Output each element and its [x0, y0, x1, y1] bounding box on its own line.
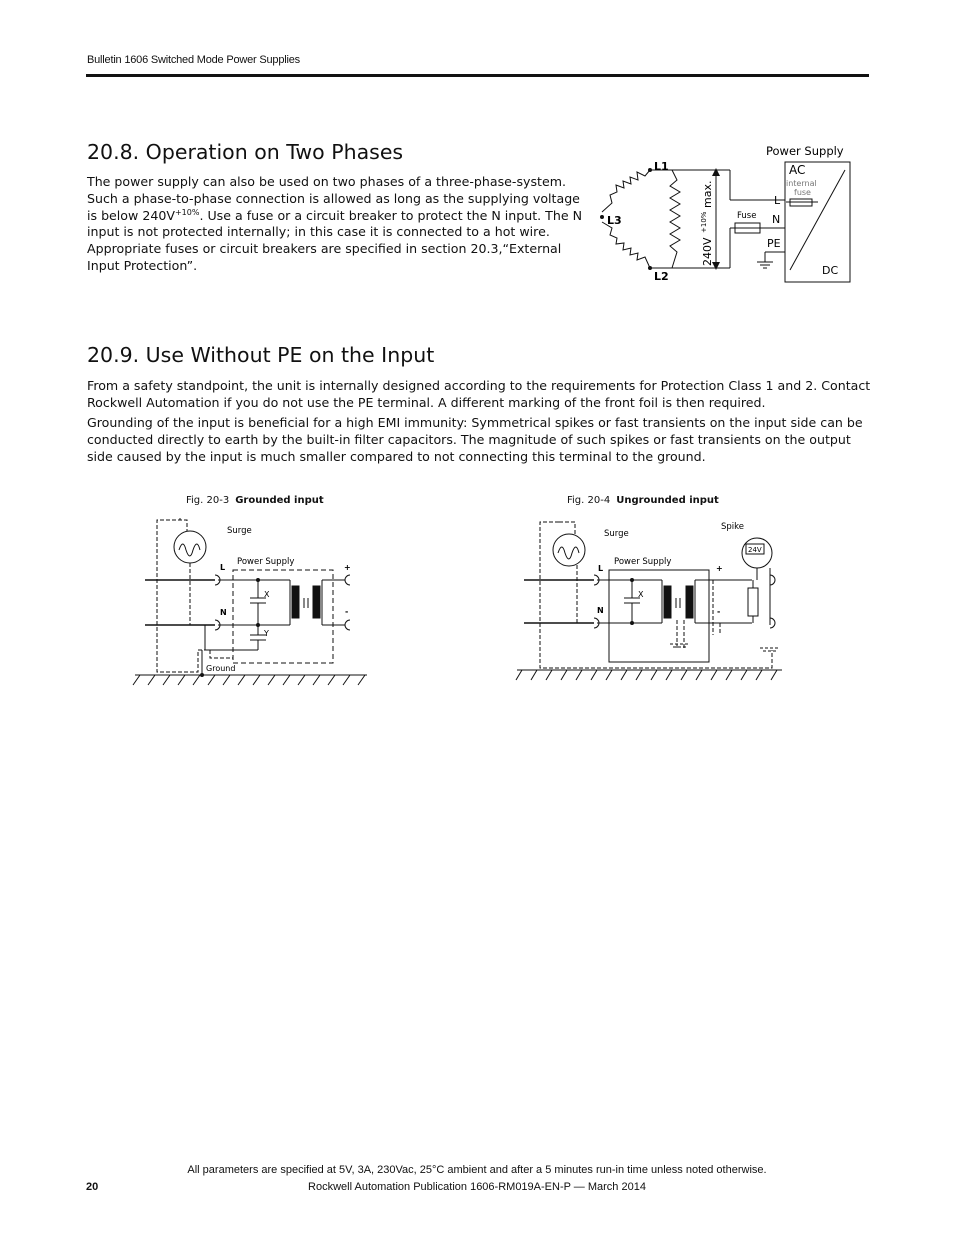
without-pe-paragraph-2: Grounding of the input is beneficial for a high EMI immunity: Symmetrical spikes or fast transients on the input side can be conducted directly to earth by the built-in filter capacitors. The magnitude of such spikes or fast transients on the output side caused by the input is much smaller compared to not connecting this terminal to the ground.	[87, 415, 863, 464]
y-cap-label: Y	[264, 629, 269, 638]
plus-label: +	[716, 564, 723, 573]
l3-label: L3	[607, 214, 622, 227]
load-resistor	[748, 588, 758, 616]
dc-label: DC	[822, 264, 839, 277]
without-pe-paragraph-1: From a safety standpoint, the unit is internally designed according to the requirements for Protection Class 1 and 2. Contact Rockwell Automation if you do not use the PE terminal. A different marking of the front foil is then required.	[87, 378, 871, 410]
voltage-label: 240V	[701, 237, 714, 266]
two-phase-diagram	[590, 140, 860, 290]
n-label: N	[597, 606, 604, 615]
two-phases-text-sup: +10%	[174, 207, 200, 217]
fig-20-3-title: Grounded input	[235, 495, 324, 506]
transformer-secondary	[313, 586, 320, 618]
fig-20-3-number: Fig. 20-3	[186, 495, 230, 506]
transformer-primary	[292, 586, 299, 618]
ps-label: Power Supply	[237, 557, 295, 567]
l1-label: L1	[654, 160, 669, 173]
max-label: max.	[701, 180, 714, 208]
n-terminal-label: N	[772, 213, 781, 226]
minus-terminal-clip	[770, 618, 775, 628]
footer-publication: Rockwell Automation Publication 1606-RM019A-EN-P — March 2014	[308, 1181, 646, 1193]
transformer-primary	[664, 586, 671, 618]
winding-l3-l2	[602, 222, 650, 268]
spike-label: Spike	[721, 522, 745, 532]
internal-label: internal	[786, 179, 817, 188]
fig-20-4-caption	[567, 495, 719, 506]
internal-fuse-label: fuse	[794, 188, 811, 197]
fig-20-3-caption	[186, 495, 324, 506]
transformer-secondary	[686, 586, 693, 618]
plus-terminal-clip	[770, 575, 775, 585]
surge-return-path	[157, 518, 236, 673]
two-phases-text-a: The power supply can also be used on two phases of a three-phase-system. Such a phase-to-phase connection is allowed as long as the supplying voltage is below 240V	[87, 174, 580, 223]
fig-20-4-ungrounded-input	[512, 510, 792, 690]
fig-20-3-grounded-input	[130, 510, 375, 690]
section-heading-without-pe: 20.9. Use Without PE on the Input	[87, 343, 435, 367]
x-cap-label: X	[264, 590, 270, 599]
voltage-sup-label: +10%	[700, 211, 708, 233]
minus-terminal-clip	[345, 620, 350, 630]
l-terminal-label: L	[774, 194, 781, 207]
surge-label: Surge	[604, 529, 629, 539]
running-header: Bulletin 1606 Switched Mode Power Supplies	[87, 54, 300, 66]
minus-label: -	[717, 607, 721, 616]
surge-source-icon	[174, 531, 206, 563]
ps-label: Power Supply	[614, 557, 672, 567]
l-label: L	[220, 563, 226, 572]
plus-terminal-clip	[345, 575, 350, 585]
spike-24v-label: 24V	[748, 546, 762, 554]
l-label: L	[598, 564, 604, 573]
ac-label: AC	[789, 163, 806, 177]
power-supply-box	[609, 570, 709, 662]
fig-20-4-number: Fig. 20-4	[567, 495, 611, 506]
fuse-label: Fuse	[737, 211, 757, 221]
surge-return-path	[540, 522, 772, 668]
fig-20-4-title: Ungrounded input	[616, 495, 719, 506]
footer-note: All parameters are specified at 5V, 3A, 230Vac, 25°C ambient and after a 5 minutes run-in time unless noted otherwise.	[187, 1164, 767, 1176]
section-heading-two-phases: 20.8. Operation on Two Phases	[87, 140, 404, 164]
x-cap-label: X	[638, 590, 644, 599]
winding-l1-l3	[602, 170, 650, 212]
winding-l1-l2	[670, 170, 680, 268]
n-label: N	[220, 608, 227, 617]
surge-label: Surge	[227, 526, 252, 536]
ground-label: Ground	[206, 664, 236, 673]
header-rule	[86, 74, 869, 77]
two-phases-paragraph	[87, 174, 587, 275]
ps-label: Power Supply	[766, 144, 844, 158]
plus-label: +	[344, 563, 351, 572]
minus-label: -	[345, 607, 349, 616]
pe-terminal-label: PE	[767, 237, 781, 250]
page-number: 20	[86, 1181, 99, 1193]
l2-label: L2	[654, 270, 669, 283]
two-phases-text-b: . Use a fuse or a circuit breaker to protect the N input. The N input is not protected internally; in this case it is connected to a hot wire. Appropriate fuses or circuit breakers are specified in section 20.3,“External Input Protection”.	[87, 207, 582, 273]
surge-source-icon	[553, 534, 585, 566]
